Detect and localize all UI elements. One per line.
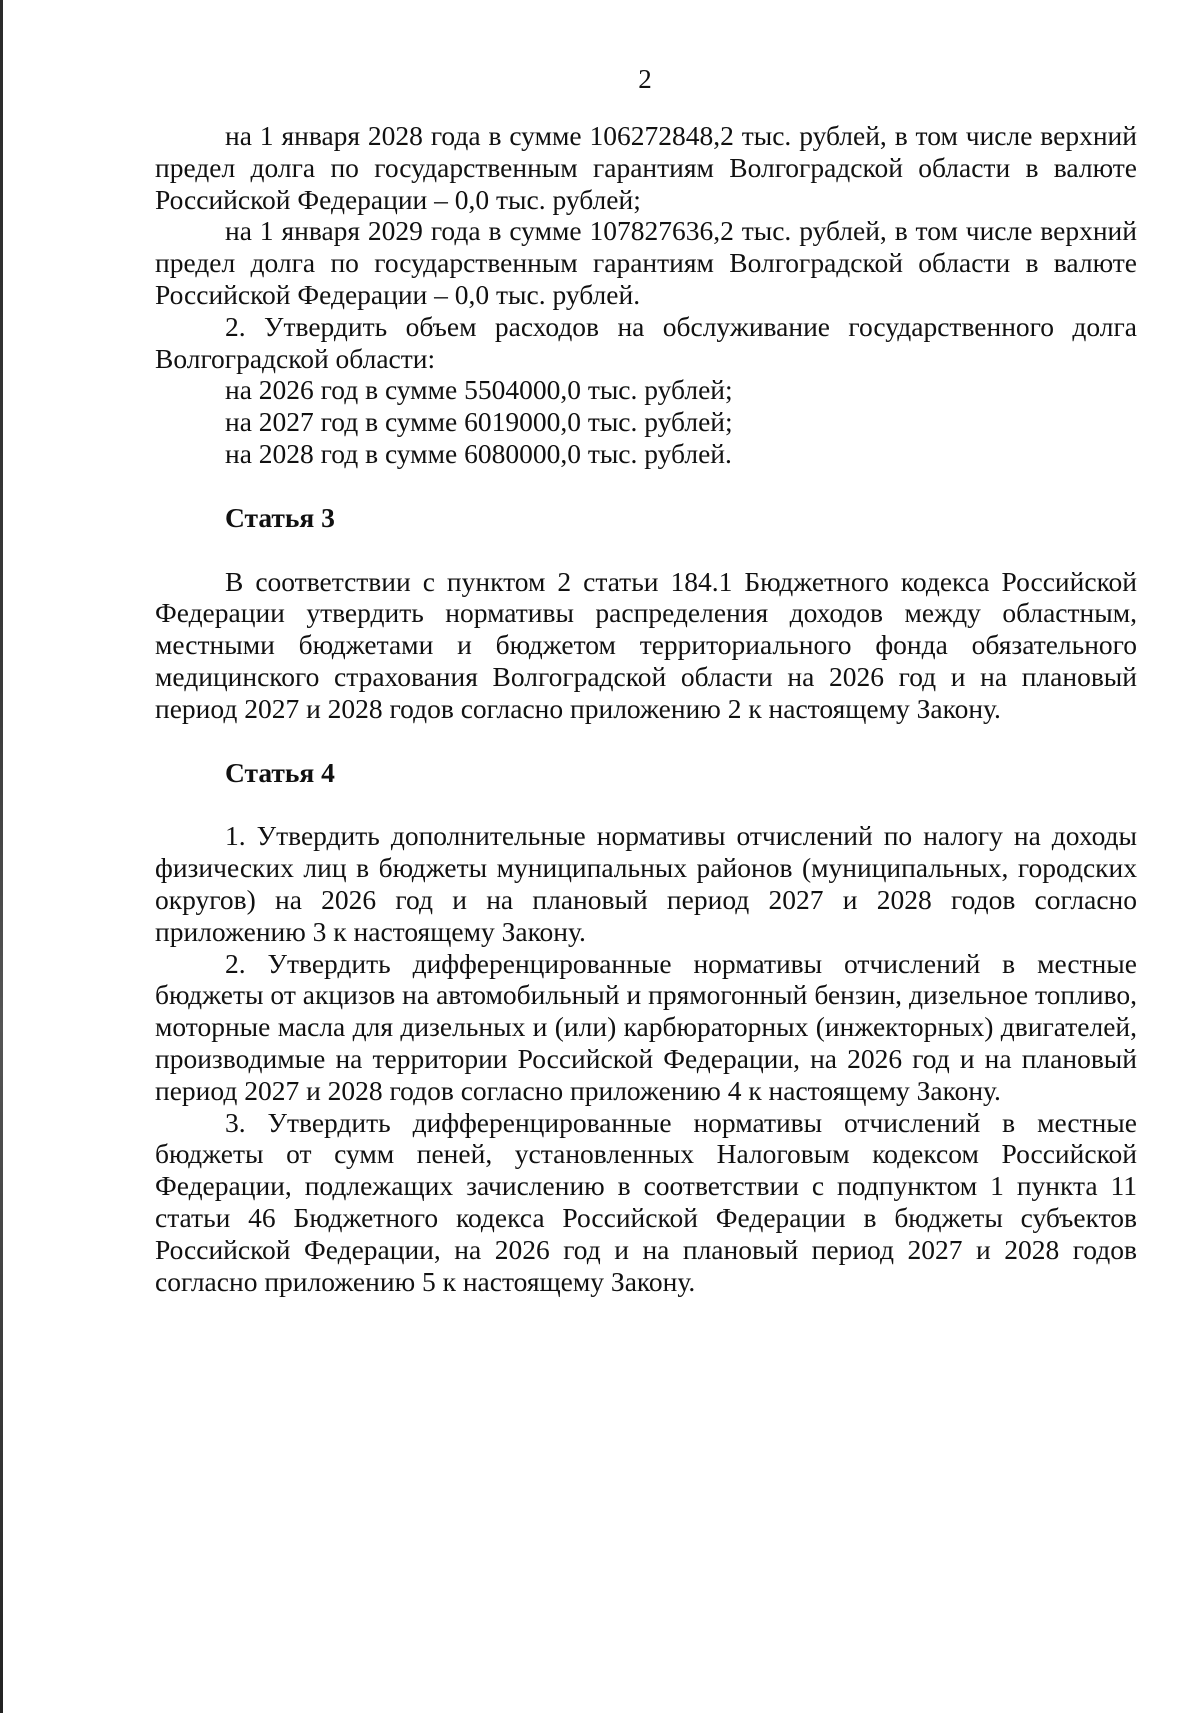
article-3-heading: Статья 3 xyxy=(225,501,335,533)
page-number: 2 xyxy=(638,64,652,94)
article-4-paragraph-3: 3. Утвердить дифференцированные нормативы отчислений в местные бюджеты от сумм пеней, установленных Налоговым кодексом Российской Федерации, подлежащих зачислению в соответствии с подпунктом 1 пункта 11 статьи 46 Бюджетного кодекса Российской Федерации в бюджеты субъектов Российской Федерации, на 2026 год и на плановый период 2027 и 2028 годов согласно приложению 5 к настоящему Закону. xyxy=(155,1106,1137,1297)
paragraph-debt-limit-2029: на 1 января 2029 года в сумме 107827636,2 тыс. рублей, в том числе верхний предел долга по государственным гарантиям Волгоградской области в валюте Российской Федерации – 0,0 тыс. рублей. xyxy=(155,215,1137,310)
paragraph-debt-limit-2028: на 1 января 2028 года в сумме 106272848,2 тыс. рублей, в том числе верхний предел долга по государственным гарантиям Волгоградской области в валюте Российской Федерации – 0,0 тыс. рублей; xyxy=(155,120,1137,215)
scan-edge-shadow xyxy=(0,0,3,1713)
article-4-paragraph-2: 2. Утвердить дифференцированные нормативы отчислений в местные бюджеты от акцизов на автомобильный и прямогонный бензин, дизельное топливо, моторные масла для дизельных и (или) карбюраторных (инжекторных) двигателей, производимые на территории Российской Федерации, на 2026 год и на плановый период 2027 и 2028 годов согласно приложению 4 к настоящему Закону. xyxy=(155,947,1137,1106)
paragraph-debt-service-expenses: 2. Утвердить объем расходов на обслуживание государственного долга Волгоградской области: xyxy=(155,310,1137,374)
article-4-paragraph-1: 1. Утвердить дополнительные нормативы отчислений по налогу на доходы физических лиц в бюджеты муниципальных районов (муниципальных, городских округов) на 2026 год и на плановый период 2027 и 2028 годов согласно приложению 3 к настоящему Закону. xyxy=(155,820,1137,947)
article-3-paragraph: В соответствии с пунктом 2 статьи 184.1 Бюджетного кодекса Российской Федерации утвердить нормативы распределения доходов между областным, местными бюджетами и бюджетом территориального фонда обязательного медицинского страхования Волгоградской области на 2026 год и на плановый период 2027 и 2028 годов согласно приложению 2 к настоящему Закону. xyxy=(155,565,1137,724)
paragraph-expenses-2028: на 2028 год в сумме 6080000,0 тыс. рублей. xyxy=(225,437,732,469)
paragraph-expenses-2026: на 2026 год в сумме 5504000,0 тыс. рублей; xyxy=(225,374,733,406)
document-body xyxy=(155,120,1137,1297)
article-4-heading: Статья 4 xyxy=(225,756,335,788)
paragraph-expenses-2027: на 2027 год в сумме 6019000,0 тыс. рублей; xyxy=(225,406,733,438)
